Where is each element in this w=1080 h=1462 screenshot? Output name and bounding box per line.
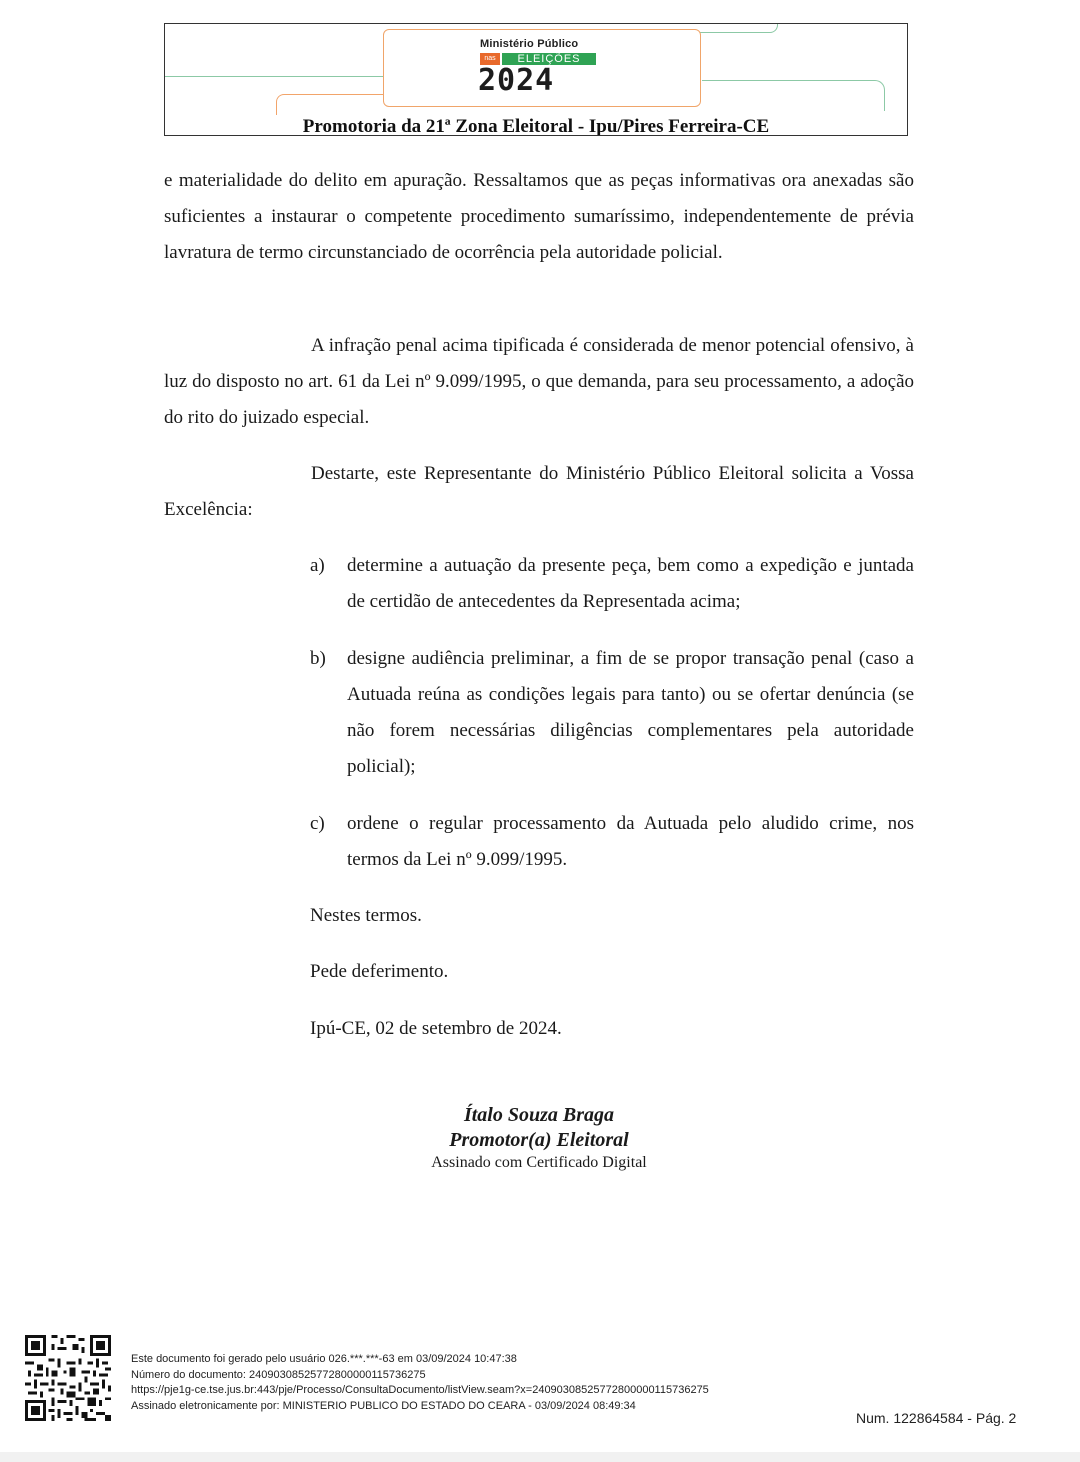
paragraph-3: Destarte, este Representante do Ministério Público Eleitoral solicita a Vossa Excelência: (164, 463, 914, 520)
list-text: determine a autuação da presente peça, bem como a expedição e juntada de certidão de antecedentes da Representada acima; (347, 555, 914, 612)
footer-metadata (131, 1352, 709, 1414)
paragraph-2: A infração penal acima tipificada é considerada de menor potencial ofensivo, à luz do disposto no art. 61 da Lei nº 9.099/1995, o que demanda, para seu processamento, a adoção do rito do juizado especial. (164, 335, 914, 428)
logo-year: 2024 (478, 63, 555, 98)
elections-logo (383, 29, 701, 107)
paragraph-1: e materialidade do delito em apuração. Ressaltamos que as peças informativas ora anexadas são suficientes a instaurar o competente procedimento sumaríssimo, independentemente de prévia lavratura de termo circunstanciado de ocorrência pela autoridade policial. (164, 170, 914, 263)
closing-terms: Nestes termos. (310, 905, 422, 926)
header-title: Promotoria da 21ª Zona Eleitoral - Ipu/Pires Ferreira-CE (302, 116, 770, 136)
closing-request: Pede deferimento. (310, 961, 449, 982)
logo-nas-badge: nas (480, 53, 500, 65)
list-label: a) (310, 555, 325, 576)
list-label: c) (310, 813, 325, 834)
page-number: Num. 122864584 - Pág. 2 (856, 1410, 1017, 1426)
logo-eleicoes-badge: ELEIÇÕES (502, 53, 596, 65)
signer-role: Promotor(a) Eleitoral (449, 1129, 629, 1151)
logo-ministerio-text: Ministério Público (480, 38, 579, 50)
signer-name: Ítalo Souza Braga (463, 1104, 615, 1126)
page-bottom-edge (0, 1452, 1080, 1462)
list-text: designe audiência preliminar, a fim de se propor transação penal (caso a Autuada reúna as condições legais para tanto) ou se ofertar denúncia (se não forem necessárias diligências complementares pela autoridade policial); (347, 648, 914, 777)
footer-generated-by: Este documento foi gerado pelo usuário 026.***.***-63 em 03/09/2024 10:47:38 (131, 1353, 517, 1365)
footer-document-url: https://pje1g-ce.tse.jus.br:443/pje/Processo/ConsultaDocumento/listView.seam?x=24090308525772800000115736275 (131, 1384, 709, 1396)
qr-code-icon (25, 1335, 111, 1421)
place-date: Ipú-CE, 02 de setembro de 2024. (310, 1018, 562, 1039)
header-decoration (702, 80, 885, 111)
signature-note: Assinado com Certificado Digital (431, 1154, 647, 1171)
header-decoration (276, 94, 385, 115)
list-label: b) (310, 648, 326, 669)
footer-document-number: Número do documento: 24090308525772800000115736275 (131, 1368, 426, 1381)
document-header (164, 23, 908, 136)
footer-signed-by: Assinado eletronicamente por: MINISTERIO PUBLICO DO ESTADO DO CEARA - 03/09/2024 08:49:34 (131, 1399, 636, 1412)
list-text: ordene o regular processamento da Autuada pelo aludido crime, nos termos da Lei nº 9.099/1995. (347, 813, 914, 870)
header-decoration (165, 76, 385, 77)
